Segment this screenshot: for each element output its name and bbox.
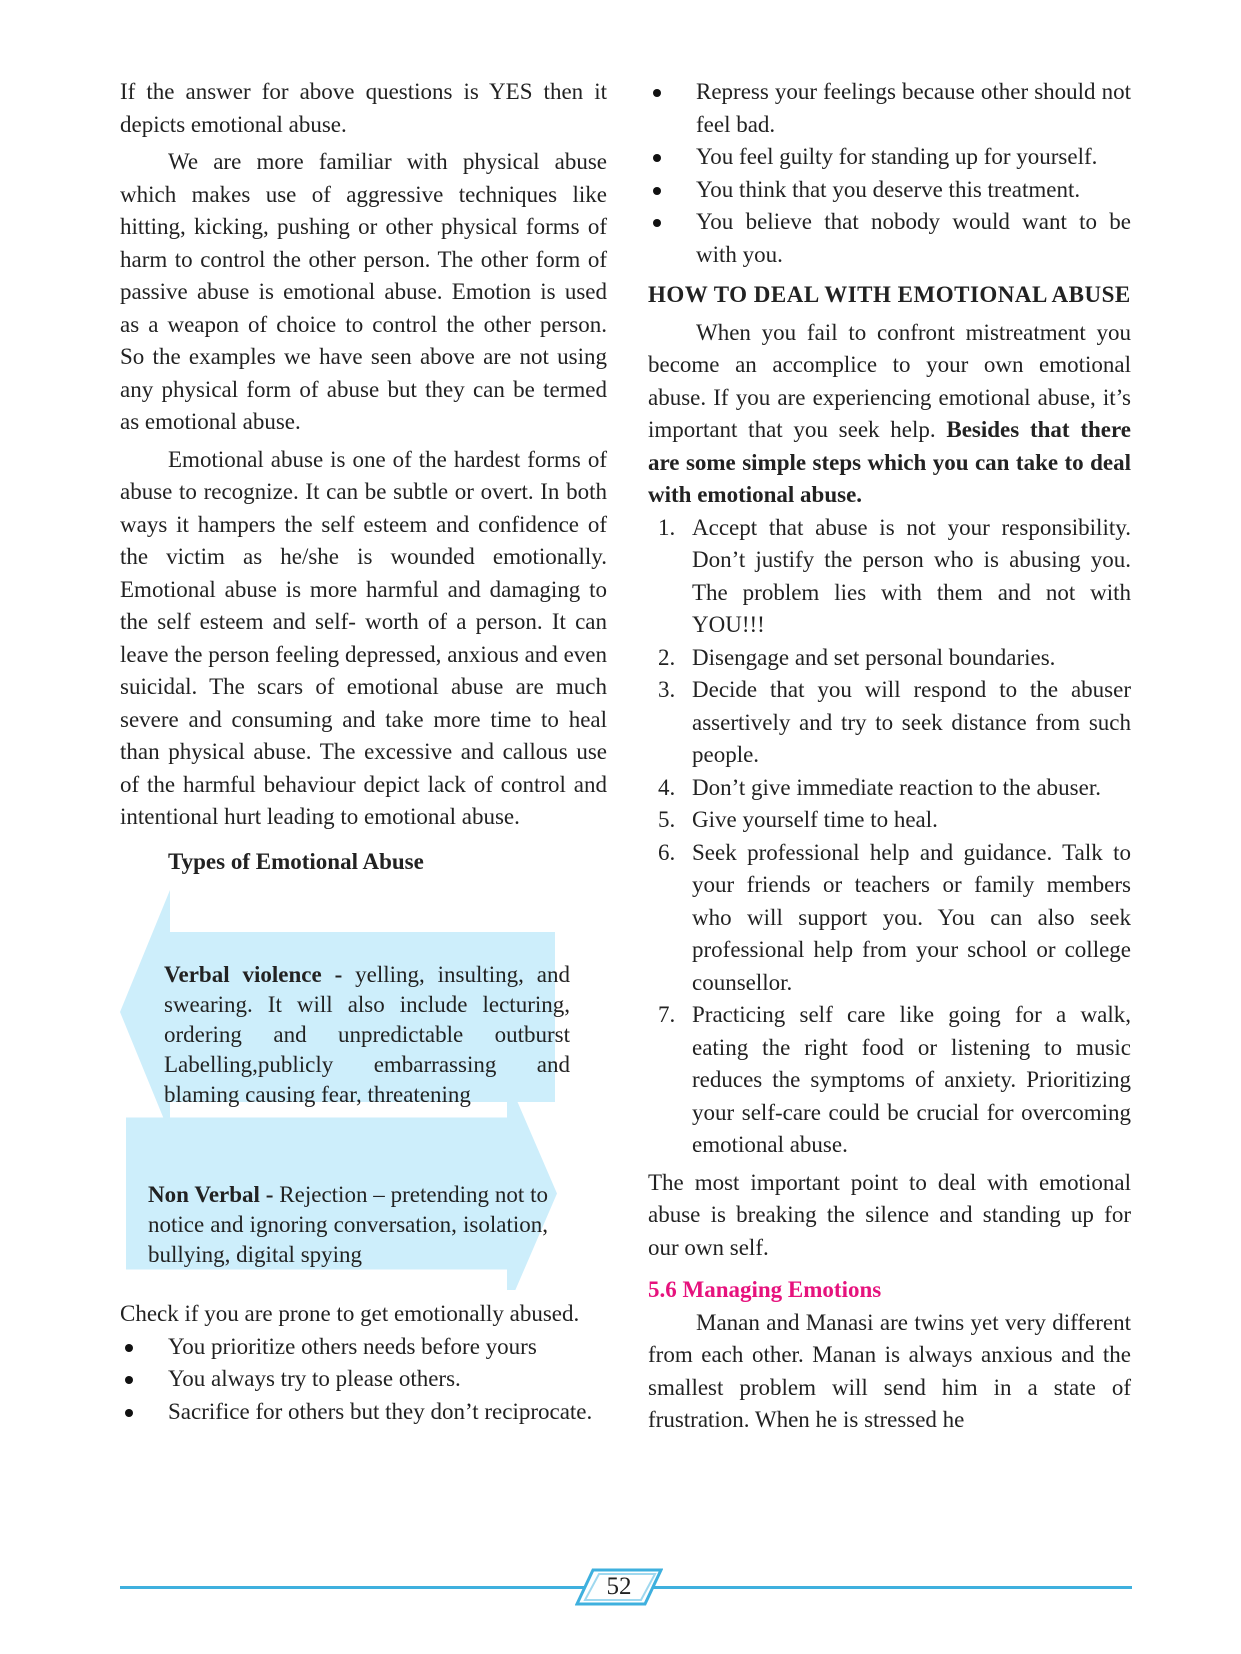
list-item: 1. Accept that abuse is not your responsibility. Don’t justify the person who is abusing you. The problem lies with them and not with YOU!!!: [658, 514, 1131, 637]
types-heading: Types of Emotional Abuse: [168, 848, 424, 874]
list-item: You feel guilty for standing up for yourself.: [648, 141, 1131, 174]
list-item: You think that you deserve this treatment.: [648, 174, 1131, 207]
non-verbal-text: [148, 1180, 548, 1270]
bullet-icon: [125, 1409, 133, 1417]
paragraph-managing-emotions: Manan and Manasi are twins yet very different from each other. Manan is always anxious and the smallest problem will send him in a state of frustration. When he is stressed he: [648, 1309, 1131, 1432]
bullet-icon: [653, 154, 661, 162]
list-item: You prioritize others needs before yours: [120, 1331, 607, 1364]
list-item: 4. Don’t give immediate reaction to the abuser.: [658, 774, 1101, 800]
paragraph-emotional-abuse: Emotional abuse is one of the hardest forms of abuse to recognize. It can be subtle or overt. In both ways it hampers the self esteem and confidence of the victim as he/she is wounded emotionally. Emotional abuse is more harmful and damaging to the self esteem and self- worth of a person. It can leave the person feeling depressed, anxious and even suicidal. The scars of emotional abuse are much severe and consuming and take more time to heal than physical abuse. The excessive and callous use of the harmful behaviour depict lack of control and intentional hurt leading to emotional abuse.: [120, 446, 607, 829]
list-item: 6. Seek professional help and guidance. Talk to your friends or teachers or family members who will support you. You can also seek professional help from your school or college counsellor.: [658, 839, 1131, 995]
list-item: 3. Decide that you will respond to the abuser assertively and try to seek distance from such people.: [658, 677, 1131, 767]
left-column: [120, 76, 607, 1428]
paragraph-conclusion: The most important point to deal with emotional abuse is breaking the silence and standing up for our own self.: [648, 1169, 1131, 1260]
page-number: 52: [606, 1573, 632, 1600]
paragraph-intro: If the answer for above questions is YES then it depicts emotional abuse.: [120, 79, 607, 137]
section-title: 5.6 Managing Emotions: [648, 1277, 882, 1302]
bullet-icon: [125, 1376, 133, 1384]
types-diagram: [120, 890, 607, 1290]
non-verbal-label: Non Verbal -: [148, 1182, 274, 1207]
list-item: You believe that nobody would want to be with you.: [648, 206, 1131, 271]
bullet-icon: [653, 187, 661, 195]
verbal-violence-label: Verbal violence -: [164, 962, 343, 987]
steps-list: [648, 512, 1131, 1162]
how-to-deal-heading: HOW TO DEAL WITH EMOTIONAL ABUSE: [648, 282, 1131, 307]
verbal-violence-description: yelling, insulting, and swearing. It will also include lecturing, ordering and unpredictable outburst Labelling,publicly embarrassing and blaming causing fear, threatening: [164, 962, 570, 1107]
check-intro: Check if you are prone to get emotionally abused.: [120, 1301, 580, 1326]
bullet-icon: [653, 89, 661, 97]
list-item: Repress your feelings because other should not feel bad.: [648, 76, 1131, 141]
paragraph-deal-intro: When you fail to confront mistreatment you become an accomplice to your own emotional abuse. If you are experiencing emotional abuse, it’s important that you seek help. Besides that there are some simple steps which you can take to deal with emotional abuse.: [648, 319, 1131, 507]
paragraph-physical-abuse: We are more familiar with physical abuse which makes use of aggressive techniques like hitting, kicking, pushing or other physical forms of harm to control the other person. The other form of passive abuse is emotional abuse. Emotion is used as a weapon of choice to control the other person. So the examples we have seen above are not using any physical form of abuse but they can be termed as emotional abuse.: [120, 149, 607, 434]
list-item: 7. Practicing self care like going for a walk, eating the right food or listening to music reduces the symptoms of anxiety. Prioritizing your self-care could be crucial for overcoming emotional abuse.: [658, 1002, 1131, 1157]
list-item: Sacrifice for others but they don’t reciprocate.: [120, 1396, 607, 1429]
bullet-icon: [125, 1344, 133, 1352]
list-item: 2. Disengage and set personal boundaries.: [658, 644, 1056, 670]
page-footer: [120, 1568, 1132, 1608]
list-item: You always try to please others.: [120, 1363, 607, 1396]
verbal-violence-text: [164, 960, 570, 1110]
non-verbal-description: Rejection – pretending not to notice and ignoring conversation, isolation, bullying, digital spying: [148, 1182, 548, 1267]
right-column: [648, 76, 1131, 1437]
check-list: [120, 1331, 607, 1429]
feelings-list: [648, 76, 1131, 271]
list-item: 5. Give yourself time to heal.: [658, 807, 938, 832]
bullet-icon: [653, 219, 661, 227]
